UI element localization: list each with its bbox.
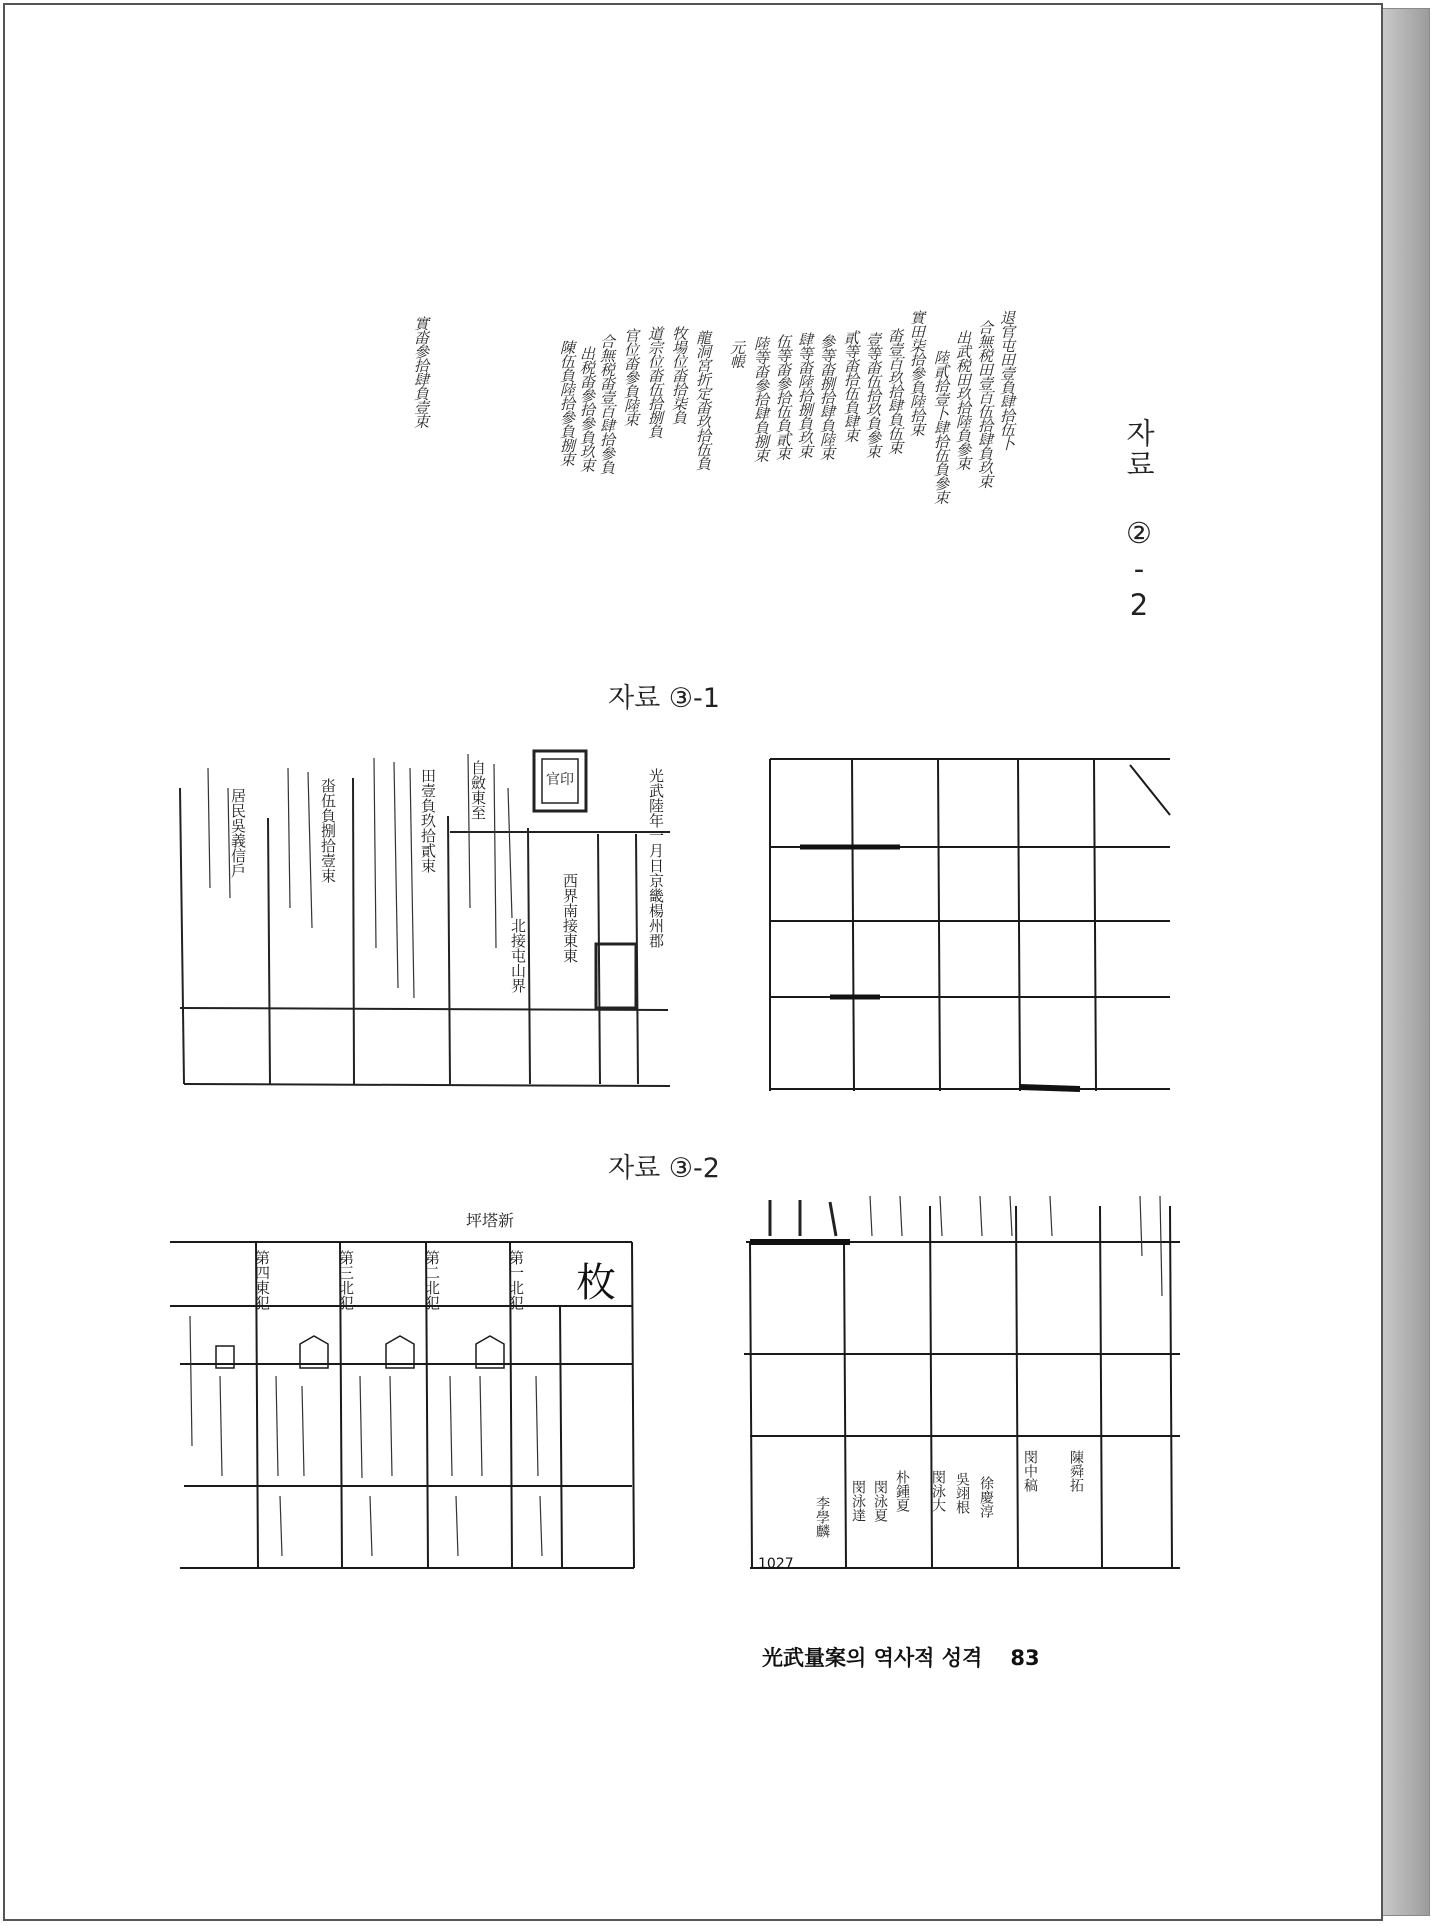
manuscript-column: 畓壹百玖拾肆負伍束 xyxy=(886,328,904,454)
doc-number: 1027 xyxy=(758,1556,794,1572)
doc-name: 陳舜拓 xyxy=(1068,1450,1084,1492)
doc-name: 徐慶淳 xyxy=(978,1476,994,1518)
manuscript-column: 壹等畓伍拾玖負參束 xyxy=(864,332,882,458)
doc-3-1-right-image xyxy=(760,755,1180,1095)
manuscript-column: 官位畓參負陸束 xyxy=(622,328,640,426)
doc-3-1-right xyxy=(760,755,1180,1095)
doc-text: 西界南接東東 xyxy=(561,873,579,963)
manuscript-column: 實畓參拾肆負壹束 xyxy=(412,316,430,428)
manuscript-column: 道宗位畓伍拾捌負 xyxy=(646,326,664,438)
doc-col-label: 第二北犯 xyxy=(423,1250,441,1310)
doc-col-label: 第四東犯 xyxy=(253,1250,271,1310)
section-label-2-2: 자료 ②-2 xyxy=(1122,418,1156,624)
doc-text: 光武陸年一月日京畿楊州郡 xyxy=(647,768,665,948)
footer-title: 光武量案의 역사적 성격 xyxy=(762,1645,983,1670)
doc-3-2-right-image xyxy=(740,1196,1190,1576)
manuscript-column: 伍等畓參拾伍負貳束 xyxy=(774,334,792,460)
doc-text: 畓伍負捌拾壹束 xyxy=(319,778,337,883)
manuscript-column: 合無税畓壹百肆拾參負 xyxy=(598,334,616,474)
page-number: 83 xyxy=(1010,1646,1040,1670)
manuscript-column: 元帳 xyxy=(728,340,746,368)
manuscript-column: 肆等畓陸拾捌負玖束 xyxy=(796,332,814,458)
doc-col-label: 第三北犯 xyxy=(337,1250,355,1310)
doc-name: 閔泳夏 xyxy=(872,1480,888,1522)
manuscript-column: 合無税田壹百伍拾肆負玖束 xyxy=(976,320,994,488)
manuscript-column: 貳等畓拾伍負肆束 xyxy=(842,330,860,442)
manuscript-column: 退官屯田壹負肆拾伍卜 xyxy=(998,310,1016,450)
doc-name: 朴鍾夏 xyxy=(894,1470,910,1512)
manuscript-column: 出税畓參拾參負玖束 xyxy=(578,346,596,472)
doc-3-1-left xyxy=(178,748,670,1096)
doc-3-2-left xyxy=(160,1206,650,1572)
doc-text: 田壹負玖拾貳束 xyxy=(419,768,437,873)
doc-name: 李學麟 xyxy=(814,1496,830,1538)
manuscript-column: 參等畓捌拾肆負陸束 xyxy=(818,334,836,460)
doc-3-2-left-image xyxy=(160,1206,650,1572)
manuscript-column: 陸貳拾壹卜肆拾伍負參束 xyxy=(932,350,950,504)
doc-big-char: 枚 xyxy=(576,1260,616,1306)
doc-name: 閔泳大 xyxy=(930,1470,946,1512)
manuscript-column: 牧場位畓拾柒負 xyxy=(670,326,688,424)
doc-name: 吳翊根 xyxy=(954,1472,970,1514)
manuscript-column: 實田柒拾參負陸拾束 xyxy=(908,310,926,436)
doc-text: 北接屯山界 xyxy=(509,918,527,993)
doc-col-label: 第一北犯 xyxy=(507,1250,525,1310)
manuscript-column: 出武税田玖拾陸負參束 xyxy=(954,330,972,470)
section-label-3-1: 자료 ③-1 xyxy=(608,683,720,714)
manuscript-column: 陸等畓參拾肆負捌束 xyxy=(752,336,770,462)
seal-text: 官印 xyxy=(546,772,574,788)
doc-3-2-right xyxy=(740,1196,1190,1576)
doc-name: 閔中稿 xyxy=(1022,1450,1038,1492)
page-edge xyxy=(1382,8,1430,1916)
doc-3-1-left-image xyxy=(178,748,670,1096)
doc-name: 閔泳達 xyxy=(850,1480,866,1522)
manuscript-2-2 xyxy=(398,310,1058,660)
manuscript-column: 陳伍負陸拾參負捌束 xyxy=(558,340,576,466)
manuscript-column: 龍洞宮折定畓玖拾伍負 xyxy=(694,330,712,470)
doc-text: 居民吳義信戶 xyxy=(229,788,247,878)
page-footer xyxy=(762,1642,1040,1672)
doc-header: 坪塔新 xyxy=(465,1211,515,1230)
section-label-3-2: 자료 ③-2 xyxy=(608,1153,720,1184)
doc-text: 自斂東至 xyxy=(469,760,487,820)
